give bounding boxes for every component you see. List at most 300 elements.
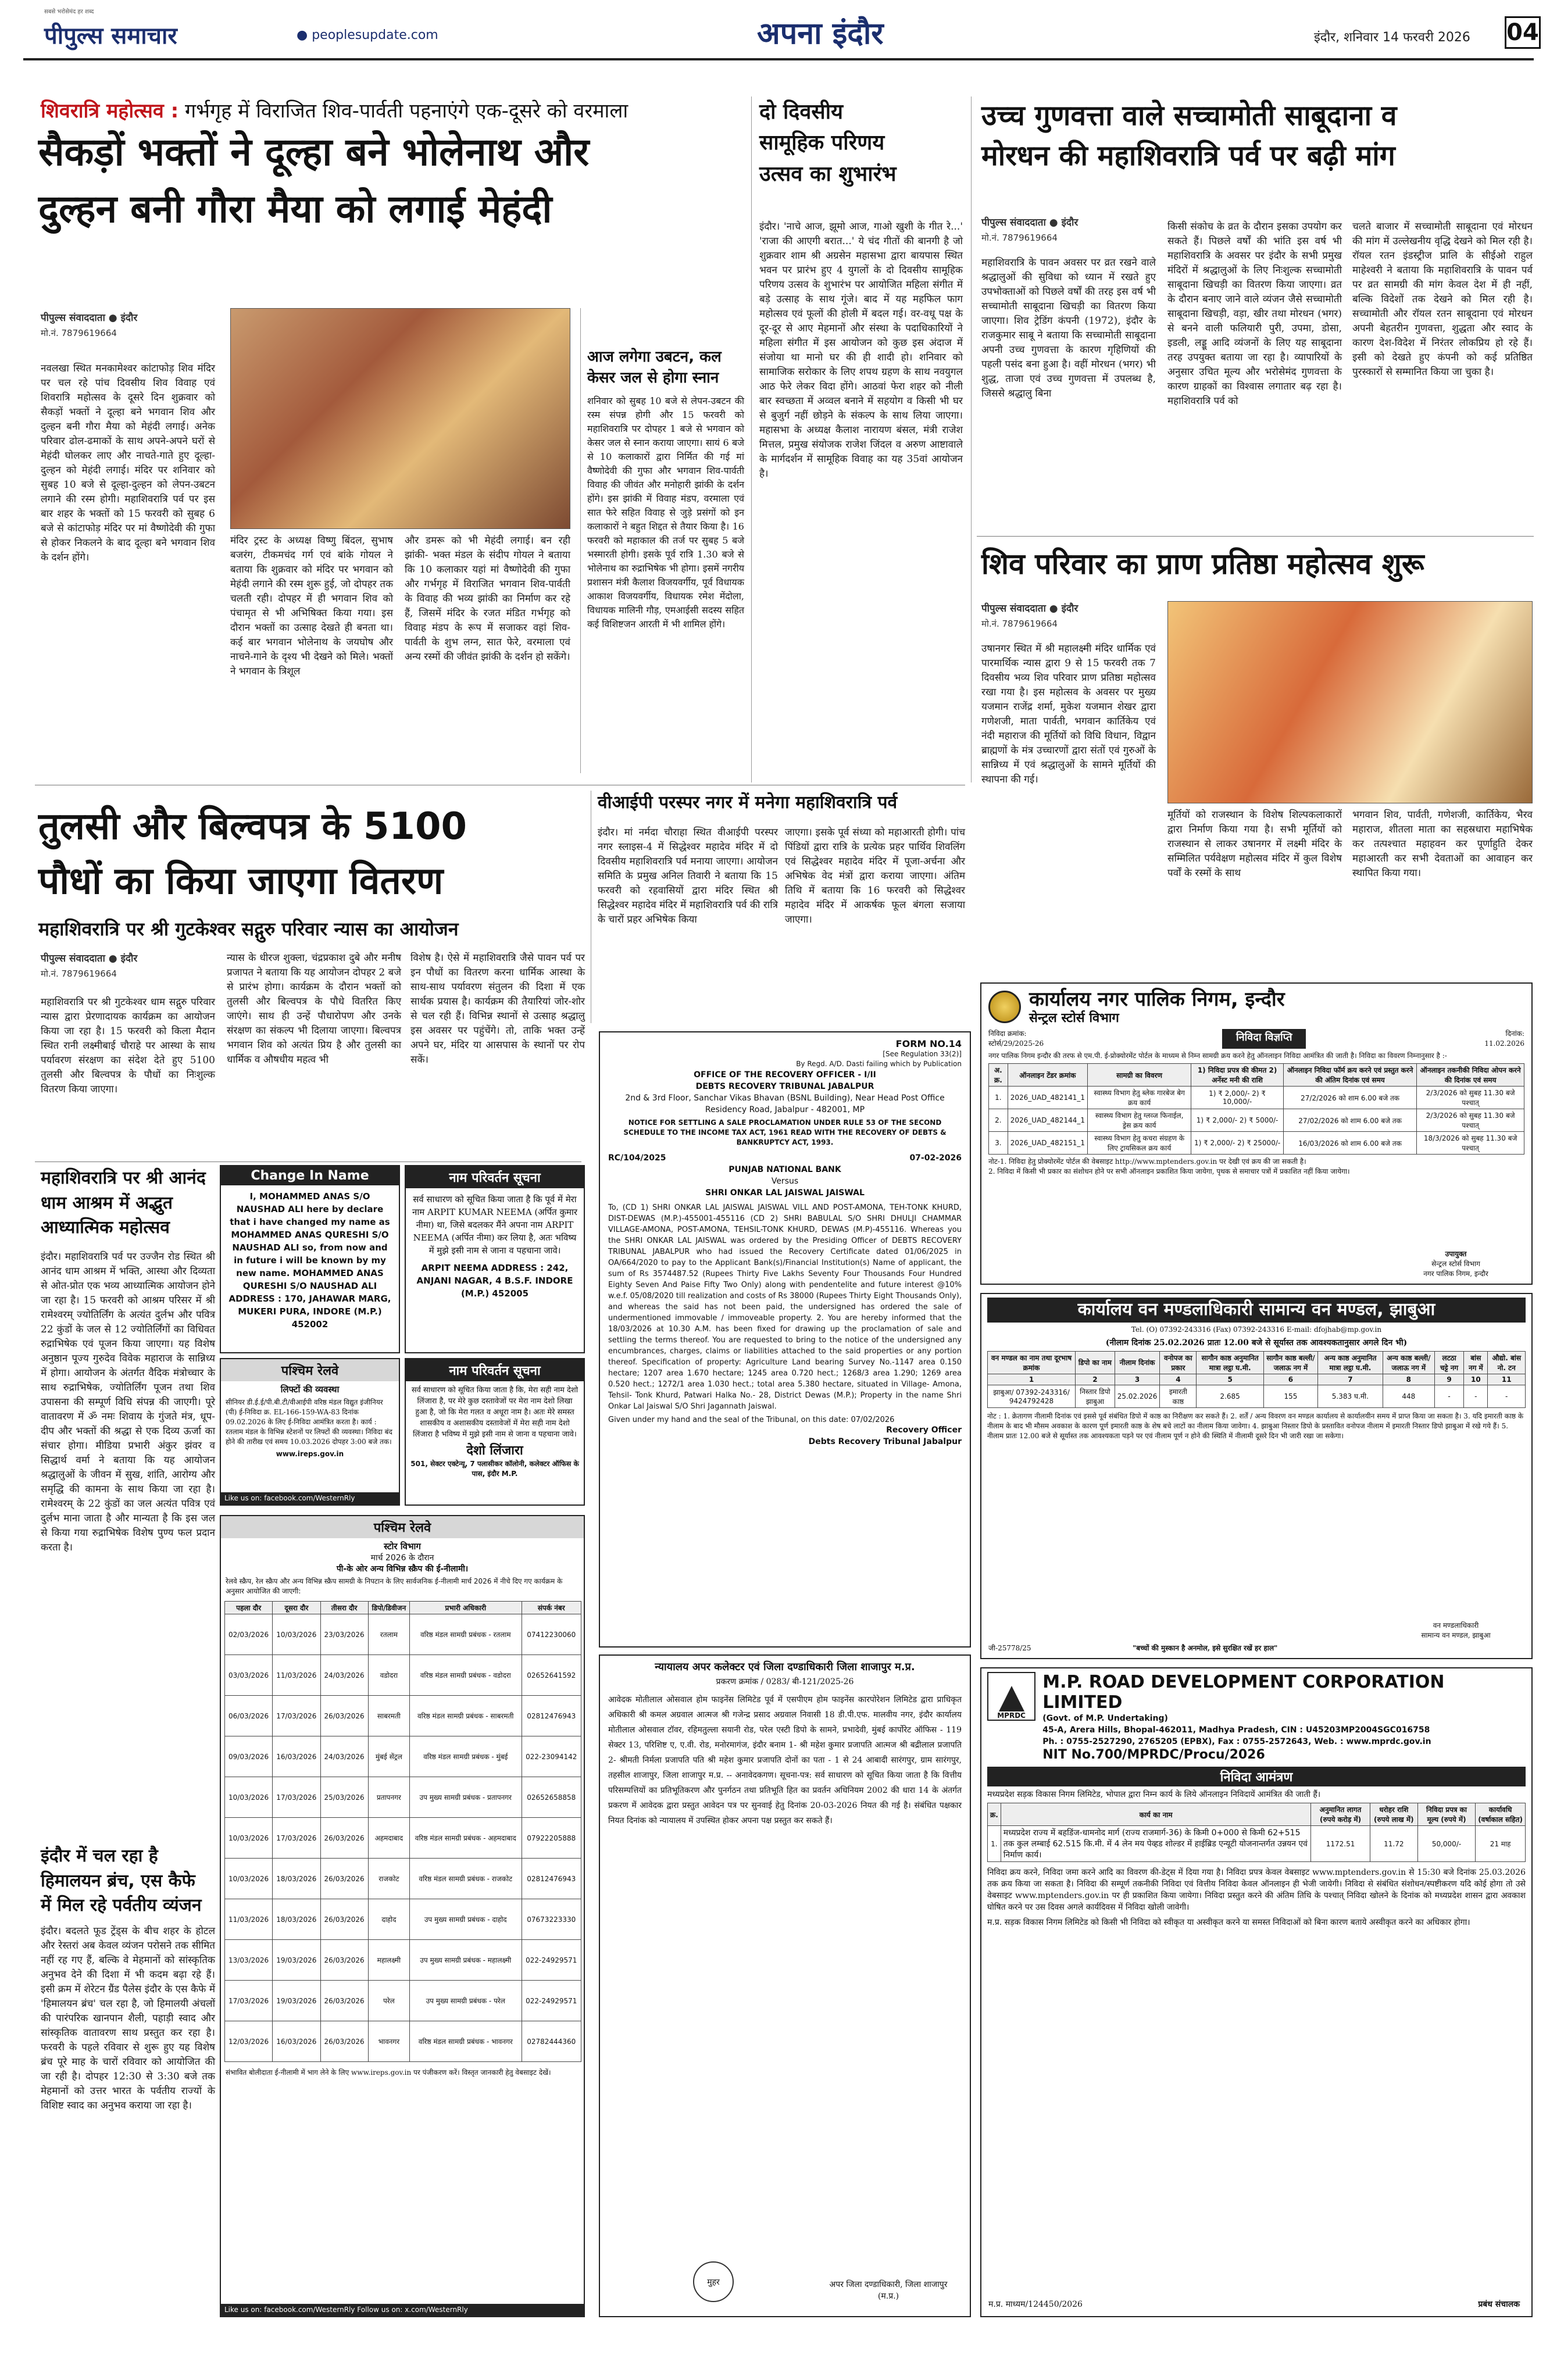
nigam-cell: 2/3/2026 को सुबह 11.30 बजे पश्चात् — [1417, 1109, 1524, 1132]
mprdc-ph: Ph. : 0755-2527290, 2765205 (EPBX), Fax : 0755-2572643, Web. : www.mprdc.gov.in — [1042, 1737, 1431, 1746]
ad-intro: रेलवे स्क्रैप, रेल स्क्रैप और अन्य विभिन्न स्क्रैप सामग्री के निपटान के लिए सार्वजनिक ई-नीलामी मार्च 2026 में नीचे दिए गए कार्यक्रम के अनुसार आयोजित की जाएगी: — [226, 1577, 563, 1595]
table-row — [225, 1899, 581, 1940]
forest-slogan: "बच्चों की मुस्कान है अनमोल, इसे सुरक्षित रखें हर हाल" — [1133, 1644, 1278, 1652]
table-row — [989, 1109, 1524, 1132]
party-1: PUNJAB NATIONAL BANK — [728, 1165, 841, 1174]
nigam-ref — [988, 1029, 1044, 1049]
mprdc-body: निविदा क्रय करने, निविदा जमा करने आदि का विवरण की-डेट्स में दिया गया है। निविदा प्रपत्र केवल वेबसाइट www.mptenders.gov.in से 15:30 बजे दिनांक 25.03.2026 तक क्रय किया जा सकता है। निविदा की सम्पूर्ण तकनीकी निविदा एवं वित्तीय निविदा केवल ऑनलाइन ही भेजी जायेगी। निविदा से संबंधित संशोधन/स्पष्टीकरण यदि कोई होगा तो उसे वेबसाइट www.mptenders.gov.in पर ही प्रकाशित किया जायेगा। निविदा प्रस्तुत करने की अंतिम तिथि के पश्चात् निविदा खोलने के दिनांक को मध्यप्रदेश शासन द्वारा अवकाश घोषित करने पर उस दिवस अगले कार्यदिवस में निविदा खोली जावेगी। — [987, 1868, 1526, 1912]
eauction-cell: दाहोद — [368, 1899, 409, 1940]
ad-footer: Like us on: facebook.com/WesternRly Follow us on: x.com/WesternRly — [221, 2304, 584, 2316]
story-tulsi-col1: महाशिवरात्रि पर श्री गुटकेश्वर धाम सद्गुरु परिवार न्यास द्वारा प्रेरणादायक कार्यक्रम का आयोजन किया जा रहा है। 15 फरवरी को किला मैदान स्थित रानी लक्ष्मीबाई चौराहे पर आस्था के साथ पर्यावरण संरक्षण का संदेश देते हुए 5100 तुलसी और बिल्वपत्र के पौधों का निःशुल्क वितरण किया जाएगा। — [41, 996, 215, 1095]
eauction-cell: रतलाम — [368, 1614, 409, 1655]
eauction-cell: अहमदाबाद — [368, 1818, 409, 1859]
story-parinay-text: इंदौर। 'नाचे आज, झूमो आज, गाओ खुशी के गीत रे...' 'राजा की आएगी बरात...' ये चंद गीतों की बानगी है जो शुक्रवार शाम श्री अग्रसेन महासभा द्वारा बायपास स्थित भवन पर प्रारंभ हुए 4 युगलों के दो दिवसीय सामूहिक परिणय उत्सव के शुभारंभ पर आयोजित महिला संगीत में बड़े उत्साह के साथ गूंजे। बाद में यह महफिल फाग महोत्सव एवं फूलों की होली में बदल गई। वर-वधू पक्ष के दूर-दूर से आए मेहमानों और संस्था के पदाधिकारियों ने महिला संगीत में इस आयोजन को कुछ इस अंदाज में संजोया था मानो घर की ही शादी हो। शनिवार को सामाजिक सरोकार के लिए शपथ ग्रहण के साथ नवयुगल आठ फेरे लेकर विदा होंगे। आठवां फेरा शहर को नीली बार स्वच्छता में अव्वल बनाने में सहयोग व किसी भी घर से बुजुर्ग नहीं छोड़ने के संकल्प के साथ लिया जाएगा। महासभा के अध्यक्ष कैलाश नारायण बंसल, मंत्री राजेश मित्तल, प्रमुख संयोजक राजेश जिंदल व अरुण आष्टावाले के मार्गदर्शन में सामूहिक विवाह का यह 35वां आयोजन है। — [759, 221, 963, 480]
ad-railway-eauction — [220, 1515, 585, 2317]
eauction-cell: 16/03/2026 — [273, 2021, 320, 2062]
story-shivratri-kicker — [41, 97, 744, 123]
website-url-text: peoplesupdate.com — [312, 28, 438, 42]
eauction-cell: 18/03/2026 — [273, 1899, 320, 1940]
story-shivparivar-col3: भगवान शिव, पार्वती, गणेशजी, कार्तिकेय, भैरव महाराज, शीतला माता का सहस्रधारा महाभिषेक कर तत्पश्चात महाहवन कर पूर्णाहुति देकर महाआरती कर सभी देवताओं का आवाहन कर स्थापित किया गया। — [1352, 809, 1533, 879]
nigam-emblem-icon — [988, 991, 1021, 1023]
story-vip-headline: वीआईपी परस्पर नगर में मनेगा महाशिवरात्रि पर्व — [598, 792, 898, 813]
kicker-text: गर्भगृह में विराजित शिव-पार्वती पहनाएंगे एक-दूसरे को वरमाला — [185, 99, 628, 123]
forest-contact: Tel. (O) 07392-243316 (Fax) 07392-243316 E-mail: dfojhab@mp.gov.in — [1131, 1325, 1382, 1334]
nigam-cell: 1. — [989, 1087, 1008, 1109]
nigam-cell: 27/2/2026 को शाम 6.00 बजे तक — [1283, 1087, 1416, 1109]
eauction-cell: वरिष्ठ मंडल सामग्री प्रबंधक - वडोदरा — [410, 1655, 522, 1696]
table-row — [988, 1385, 1526, 1407]
mprdc-title: M.P. ROAD DEVELOPMENT CORPORATION LIMITED — [1042, 1672, 1445, 1713]
eauction-cell: 02782444360 — [522, 2021, 581, 2062]
ad-sign: देशो लिंजारा — [466, 1443, 523, 1458]
table-row — [989, 1132, 1524, 1155]
tulsi-head-2: पौधों का किया जाएगा वितरण — [38, 859, 444, 903]
mprdc-cell: मध्यप्रदेश राज्य में बहडिंज-धामनोद मार्ग (राज्य राजमार्ग-36) के किमी 0+000 से किमी 62+515 तक कुल लम्बाई 62.515 कि.मी. में 4 लेन मय पेव्हड शोल्डर में हाईब्रिड एन्यूटी योजनान्तर्गत उन्नयन एवं निर्माण कार्य। — [1001, 1826, 1311, 1862]
mprdc-cell: 21 माह — [1476, 1826, 1526, 1862]
eauction-cell: वरिष्ठ मंडल सामग्री प्रबंधक - अहमदाबाद — [410, 1818, 522, 1859]
eauction-cell: 09/03/2026 — [225, 1736, 273, 1777]
eauction-header-cell: संपर्क नंबर — [522, 1602, 581, 1614]
eauction-cell: 02652641592 — [522, 1655, 581, 1696]
eauction-cell: मुंबई सेंट्रल — [368, 1736, 409, 1777]
forest-colnum-cell: 11 — [1488, 1374, 1526, 1385]
court-case: प्रकरण क्रमांक / 0283/ बी-121/2025-26 — [716, 1677, 854, 1686]
forest-cell: 5.383 घ.मी. — [1318, 1385, 1383, 1407]
form-delivery: By Regd. A/D. Dasti failing which by Publication — [796, 1060, 962, 1068]
office-1: OFFICE OF THE RECOVERY OFFICER - I/II — [694, 1070, 876, 1080]
parinay-head-2: सामूहिक परिणय — [759, 131, 885, 155]
forest-colnum-cell: 8 — [1383, 1374, 1434, 1385]
mprdc-addr: 45-A, Arera Hills, Bhopal-462011, Madhya Pradesh, CIN : U45203MP2004SGC016758 — [1042, 1725, 1430, 1735]
byline-mobile: मो.नं. 7879619664 — [41, 969, 117, 979]
globe-icon: ● — [297, 28, 312, 42]
forest-colnum-cell: 2 — [1076, 1374, 1115, 1385]
forest-title: कार्यालय वन मण्डलाधिकारी सामान्य वन मण्डल, झाबुआ — [987, 1298, 1526, 1323]
forest-cell: 25.02.2026 — [1115, 1385, 1160, 1407]
ad-address: 501, सेक्टर एक्टेन्यू, 7 पलासीकर कॉलोनी, कलेक्टर ऑफिस के पास, इंदौर M.P. — [410, 1460, 579, 1478]
parinay-head-3: उत्सव का शुभारंभ — [759, 162, 897, 186]
nigam-intro: नगर पालिक निगम इन्दौर की तरफ से एम.पी. ई-प्रोक्योरमेंट पोर्टल के माध्यम से निम्न सामग्री क्रय करने हेतु ऑनलाइन निविदा आमंत्रित की जाती है। निविदा का विवरण निम्नानुसार है :- — [988, 1052, 1447, 1060]
eauction-cell: 02812476943 — [522, 1859, 581, 1899]
photo-pran-pratishtha — [1167, 601, 1533, 803]
eauction-cell: 26/03/2026 — [320, 1940, 368, 1981]
nigam-cell: 2026_UAD_482141_1 — [1008, 1087, 1087, 1109]
ad-title: पश्चिम रेलवे — [221, 1359, 399, 1381]
kicker-label: शिवरात्रि महोत्सव : — [41, 99, 179, 123]
ad-forest-jhabua — [980, 1293, 1533, 1659]
mprdc-intro: मध्यप्रदेश सड़क विकास निगम लिमिटेड, भोपाल द्वारा निम्न कार्य के लिये ऑनलाइन निविदायें आमंत्रित की जाती हैं। — [987, 1790, 1321, 1799]
mprdc-sub: (Govt. of M.P. Undertaking) — [1042, 1714, 1168, 1723]
photo-mehandi-ceremony — [230, 308, 570, 529]
ad-note: संभावित बोलीदाता ई-नीलामी में भाग लेने के लिए www.ireps.gov.in पर पंजीकरण करें। विस्तृत जानकारी हेतु वेबसाइट देखें। — [226, 2068, 551, 2077]
forest-notes: नोट : 1. क्रेतागण नीलामी दिनांक एवं इससे पूर्व संबंधित डिपो में काष्ठ का निरीक्षण कर सकते हैं। 2. शर्तें / अन्य विवरण वन मण्डल कार्यालय से कार्यालयीन समय में प्राप्त किया जा सकता है। 3. यदि इमारती काष्ठ के नीलाम के बाद भी मौसम अवकाश के कारण पूर्ण इमारती काष्ठ के शेष बचे लाटों का नीलाम किया जावेगा। 4. झाबुआ निस्तार डिपो के प्रस्तावित वनोपज नीलाम में इमारती निस्तार डिपो झाबुआ में रखे गये हैं। 5. नीलाम प्रातः 12.00 बजे से सूर्यास्त तक आवश्यकता पड़ने पर एवं नीलाम पूर्ण न होने की स्थिति में नीलामी दूसरे दिन भी जारी रखा जा सकेगा। — [987, 1411, 1524, 1440]
mprdc-header — [987, 1672, 1526, 1762]
story-shivratri-col1: नवलखा स्थित मनकामेश्वर कांटाफोड़ शिव मंदिर पर चल रहे पांच दिवसीय शिव विवाह एवं शिवरात्रि महोत्सव के दूसरे दिन शुक्रवार को सैकड़ों भक्तों ने दूल्हा बने भगवान शिव और दुल्हन बनी गौरा मैया को मेहंदी लगाई। अनेक परिवार ढोल-ढमाकों के साथ अपने-अपने घरों से मेहंदी घोलकर लाए और नाचते-गाते हुए दूल्हा-दुल्हन को मेहंदी लगाई। मंदिर पर शनिवार को सुबह 10 बजे से दूल्हा-दुल्हन को लेपन-उबटन लगाने की रस्म होगी। महाशिवरात्रि पर्व पर इस बार शहर के भक्तों को 15 फरवरी को सुबह 6 बजे से कांटाफोड़ मंदिर पर मां वैष्णोदेवी की गुफा से होकर निकलने के बाद दूल्हा बने भगवान शिव के दर्शन होंगे। — [41, 363, 215, 563]
ad-drt-form14 — [599, 1031, 971, 1648]
nigam-cell: 2026_UAD_482144_1 — [1008, 1109, 1087, 1132]
forest-header-cell: अन्य काष्ठ बल्ली/जलाऊ नग में — [1383, 1351, 1434, 1374]
forest-sign — [1392, 1621, 1520, 1641]
eauction-cell: 10/03/2026 — [225, 1818, 273, 1859]
eauction-cell: 26/03/2026 — [320, 1696, 368, 1736]
table-row — [225, 1940, 581, 1981]
story-shivparivar-col2: मूर्तियों को राजस्थान के विशेष शिल्पकलाकारों द्वारा निर्माण किया गया है। सभी मूर्तियों को राजस्थान से लाकर उषानगर में लक्ष्मी मंदिर के सम्मिलित पर्यवेक्षण महोत्सव मंदिर में कुल विशेष पर्वों के रस्मों के साथ — [1167, 809, 1342, 879]
rc-date: 07-02-2026 — [909, 1153, 962, 1163]
anand-head-2: धाम आश्रम में अद्भुत — [41, 1192, 173, 1213]
forest-cell: 155 — [1263, 1385, 1317, 1407]
story-sabudana-col3: चलते बाजार में सच्चामोती साबूदाना एवं मोरधन की मांग में उल्लेखनीय वृद्धि देखने को मिल रही है। रॉयल रतन इंडस्ट्रीज प्रालि के सीईओ राहुल माहेश्वरी ने बताया कि महाशिवरात्रि के पावन पर्व पर व्रत सामग्री की मांग केवल देश में ही नहीं, बल्कि विदेशों तक देखने को मिल रही है। सच्चामोती और रॉयल रतन साबूदाना एवं मोरधन अपनी बेहतरीन गुणवत्ता, शुद्धता और स्वाद के कारण देश-विदेश में निरंतर लोकप्रिय हो रहे हैं। इसी को देखते हुए कंपनी को कई प्रतिष्ठित पुरस्कारों से सम्मानित किया जा चुका है। — [1352, 221, 1533, 378]
forest-header-cell: सागौन काष्ठ बल्ली/जलाऊ नग में — [1263, 1351, 1317, 1374]
mprdc-cell: 1172.51 — [1311, 1826, 1370, 1862]
eauction-header-cell: डिपो/डिवीजन — [368, 1602, 409, 1614]
mprdc-notice-title: निविदा आमंत्रण — [987, 1767, 1526, 1786]
eauction-header-cell: तीसरा दौर — [320, 1602, 368, 1614]
forest-colnum-cell: 5 — [1197, 1374, 1264, 1385]
court-seal — [693, 2261, 734, 2302]
forest-cell: - — [1488, 1385, 1526, 1407]
date-value: 11.02.2026 — [1484, 1039, 1524, 1048]
masthead — [23, 9, 1539, 52]
eauction-cell: वरिष्ठ मंडल सामग्री प्रबंधक - राजकोट — [410, 1859, 522, 1899]
forest-cell: इमारती काष्ठ — [1160, 1385, 1197, 1407]
forest-sign-2: सामान्य वन मण्डल, झाबुआ — [1421, 1631, 1491, 1639]
eauction-cell: उप मुख्य सामग्री प्रबंधक - प्रतापनगर — [410, 1777, 522, 1818]
mprdc-cell: 50,000/- — [1417, 1826, 1475, 1862]
story-shivparivar-headline: शिव परिवार का प्राण प्रतिष्ठा महोत्सव शुरू — [981, 547, 1424, 581]
ad-mprdc — [980, 1667, 1533, 2317]
section-title: अपना इंदौर — [757, 16, 884, 51]
forest-colnum-cell: 1 — [988, 1374, 1076, 1385]
mprdc-ref: म.प्र. माध्यम/124450/2026 — [988, 2300, 1083, 2309]
story-tulsi-byline — [41, 951, 137, 980]
nigam-ref-row — [988, 1029, 1524, 1049]
versus: Versus — [771, 1177, 799, 1186]
eauction-cell: 26/03/2026 — [320, 1981, 368, 2021]
eauction-cell: 26/03/2026 — [320, 1899, 368, 1940]
eauction-cell: 26/03/2026 — [320, 2021, 368, 2062]
ad-change-in-name — [220, 1165, 400, 1353]
nigam-tender-label: निविदा विज्ञप्ति — [1222, 1029, 1306, 1049]
eauction-cell: 24/03/2026 — [320, 1736, 368, 1777]
ad-text: सर्व साधारण को सूचित किया जाता है कि, मेरा सही नाम देशो लिंजारा है, पर मेरे कुछ दस्तावेजों पर मेरा नाम देशो लिखा हुआ है, जो कि मेरा गलत व अधूरा नाम है। अतः मेरे समस्त शासकीय व अशासकीय दस्तावेजों में मेरा सही नाम देशो लिंजारा है भविष्य में मुझे इसी नाम से जाना व पहचाना जावे। — [411, 1386, 578, 1439]
mprdc-logo-text: MPRDC — [997, 1711, 1026, 1720]
nigam-cell: 16/03/2026 को शाम 6.00 बजे तक — [1283, 1132, 1416, 1155]
form-number: FORM NO.14 — [895, 1038, 962, 1049]
divider — [971, 97, 972, 782]
ad-title: नाम परिवर्तन सूचना — [406, 1166, 584, 1188]
section-rule — [977, 536, 1534, 537]
forest-ref: जी-25778/25 — [988, 1644, 1031, 1652]
himalayan-head-3: में मिल रहे पर्वतीय व्यंजन — [41, 1895, 202, 1916]
eauction-header-cell: दूसरा दौर — [273, 1602, 320, 1614]
forest-cell: 448 — [1383, 1385, 1434, 1407]
forest-colnum-cell: 3 — [1115, 1374, 1160, 1385]
eauction-cell: 022-23094142 — [522, 1736, 581, 1777]
forest-cell: - — [1434, 1385, 1463, 1407]
mprdc-header-cell: कार्यावधि (वर्षाकाल सहित) — [1476, 1803, 1526, 1826]
eauction-cell: 13/03/2026 — [225, 1940, 273, 1981]
nigam-cell: स्वास्थ्य विभाग हेतु ब्लेक गारबेज बेग क्रय कार्य — [1087, 1087, 1191, 1109]
forest-header-cell: डिपो का नाम — [1076, 1351, 1115, 1374]
eauction-cell: 12/03/2026 — [225, 2021, 273, 2062]
nigam-header-cell: ऑनलाइन तकनीकी निविदा ओपन करने की दिनांक एवं समय — [1417, 1064, 1524, 1087]
mprdc-table — [987, 1803, 1526, 1862]
eauction-cell: 02652658858 — [522, 1777, 581, 1818]
nigam-cell: स्वास्थ्य विभाग हेतु कचरा संग्रहण के लिए ट्रायसिकल क्रय कार्य — [1087, 1132, 1191, 1155]
form-regulation: [See Regulation 33(2)] — [883, 1050, 962, 1058]
office-address: 2nd & 3rd Floor, Sanchar Vikas Bhavan (BSNL Building), Near Head Post Office Residency Road, Jabalpur - 482001, MP — [625, 1093, 945, 1114]
eauction-cell: प्रतापनगर — [368, 1777, 409, 1818]
ad-subtitle: स्टोर विभाग — [384, 1541, 421, 1552]
forest-header-cell: लटठा चट्टे नग — [1434, 1351, 1463, 1374]
divider — [751, 97, 752, 782]
story-anand-text: इंदौर। महाशिवरात्रि पर्व पर उज्जैन रोड स्थित श्री आनंद धाम आश्रम में भक्ति, आस्था और दिव्यता से ओत-प्रोत एक भव्य आध्यात्मिक आयोजन होने जा रहा है। 15 फरवरी को आश्रम परिसर में श्री रामेश्वरम् ज्योतिर्लिंग के अत्यंत दुर्लभ और पवित्र 22 कुंडों के जल से 12 ज्योतिर्लिंगों का विधिवत रुद्राभिषेक एवं पूजन किया जाएगा। यह विशेष अनुष्ठान पूज्य गुरुदेव विवेक महाराज के सान्निध्य में होगा। आयोजन के अंतर्गत वैदिक मंत्रोच्चार के साथ रुद्राभिषेक, ज्योतिर्लिंग पूजन तथा शिव उपासना की सम्पूर्ण विधि संपन्न की जाएगी। पूरे वातावरण में ॐ नमः शिवाय के गुंजते मंत्र, धूप-दीप और भक्तों की श्रद्धा से एक दिव्य ऊर्जा का संचार होगा। मीडिया प्रभारी अंकुर झंवर व सिद्धार्थ वर्मा ने बताया कि यह आयोजन श्रद्धालुओं के जीवन में सुख, शांति, आरोग्य और समृद्धि की कामना के साथ किया जा रहा है। रामेश्वरम् के 22 कुंडों का जल अत्यंत पवित्र एवं दुर्लभ माना जाता है और मान्यता है कि इस जल से किया गया रुद्राभिषेक विशेष पुण्य फल प्रदान करता है। — [41, 1251, 215, 1553]
nigam-table — [988, 1063, 1524, 1155]
byline: पीपुल्स संवाददाता ● इंदौर — [981, 217, 1079, 228]
mprdc-road-icon — [999, 1686, 1024, 1711]
sabudana-head-1: उच्च गुणवत्ता वाले सच्चामोती साबूदाना व — [981, 99, 1397, 132]
nigam-sign-2: सेन्ट्रल स्टोर्स विभाग — [1431, 1260, 1480, 1268]
forest-table — [987, 1351, 1526, 1408]
eauction-cell: साबरमती — [368, 1696, 409, 1736]
eauction-cell: वरिष्ठ मंडल सामग्री प्रबंधक - मुंबई — [410, 1736, 522, 1777]
story-parinay-headline — [759, 100, 963, 186]
ref-value: स्टोर्स/29/2025-26 — [988, 1039, 1044, 1048]
headline-line-2: दुल्हन बनी गौरा मैया को लगाई मेहंदी — [38, 186, 552, 231]
mprdc-header-cell: अनुमानित लागत (रुपये करोड़ में) — [1311, 1803, 1370, 1826]
forest-header-cell: सागौन काष्ठ अनुमानित मात्रा लट्ठा घ.मी. — [1197, 1351, 1264, 1374]
ad-footer: Like us on: facebook.com/WesternRly — [221, 1492, 399, 1505]
story-shivratri-col3: और डमरू को भी मेहंदी लगाई। बन रही झांकी- भक्त मंडल के संदीप गोयल ने बताया कि 10 कलाकार यहां मां वैष्णोदेवी की गुफा और गर्भगृह में विराजित भगवान शिव-पार्वती के विवाह की भव्य झांकी का निर्माण कर रहे हैं, जिसमें मंदिर के रजत मंडित गर्भगृह को विवाह मंडप के रूप में सजाकर वहां शिव-पार्वती के शुभ लग्न, सात फेरे, वरमाला एवं अन्य रस्मों की जीवंत झांकी के दर्शन हो सकेंगे। — [405, 535, 570, 663]
forest-header-cell: औद्यो. बांस नो. टन — [1488, 1351, 1526, 1374]
story-vip-col1: इंदौर। मां नर्मदा चौराहा स्थित वीआईपी परस्पर नगर स्लाइस-4 में सिद्धेश्वर महादेव मंदिर में दो दिवसीय महाशिवरात्रि पर्व मनाया जाएगा। आयोजन समिति के प्रमुख अनिल तिवारी ने बताया कि 15 फरवरी को रहवासियों द्वारा मंदिर स्थित श्री सिद्धेश्वर महादेव मंदिर में महाशिवरात्रि पर्व की रात्रि के चारों प्रहर अभिषेक किया — [598, 827, 778, 925]
forest-cell: - — [1464, 1385, 1488, 1407]
story-shivratri-col2: मंदिर ट्रस्ट के अध्यक्ष विष्णु बिंदल, सुभाष बजरंग, टीकमचंद गर्ग एवं बांके गोयल ने बताया कि शुक्रवार को मंदिर पर भगवान को मेहंदी लगाने की रस्म शुरू हुई, जो दोपहर तक चलती रही। दोपहर में ही भगवान शिव को पंचामृत से भी अभिषिक्त किया गया। इस दौरान भक्तों का उत्साह देखते ही बनता था। कई बार भगवान भोलेनाथ के जयघोष और नाचने-गाने के दृश्य भी देखने को मिले। भक्तों ने भगवान के त्रिशूल — [230, 535, 393, 677]
forest-cell: निस्तार डिपो झाबुआ — [1076, 1385, 1115, 1407]
forest-colnum-cell: 9 — [1434, 1374, 1463, 1385]
eauction-cell: 18/03/2026 — [273, 1859, 320, 1899]
forest-sub: (नीलाम दिनांक 25.02.2026 प्रातः 12.00 बजे से सूर्यास्त तक आवश्यकतानुसार अगले दिन भी) — [1105, 1338, 1408, 1348]
ad-text: सीनियर डी.ई.ई/पी.बी.टी/वीआईपी वरिष्ठ मंडल विद्युत इंजीनियर (पी) ई-निविदा क्र. EL-166-159-WA-83 दिनांक 09.02.2026 के लिए ई-निविदा आमंत्रित करता है। कार्य : रतलाम मंडल के विभिन्न स्टेशनों पर लिफ्टों की व्यवस्था। निविदा बंद होने की तारीख एवं समय 10.03.2026 दोपहर 3:00 बजे तक। — [226, 1398, 392, 1446]
eauction-header-cell: प्रभारी अधिकारी — [410, 1602, 522, 1614]
eauction-cell: 17/03/2026 — [273, 1818, 320, 1859]
tulsi-head-1: तुलसी और बिल्वपत्र के 5100 — [38, 805, 467, 848]
given-line: Given under my hand and the seal of the Tribunal, on this date: 07/02/2026 — [608, 1416, 895, 1424]
anand-head-3: आध्यात्मिक महोत्सव — [41, 1217, 170, 1238]
story-shivparivar-col1: उषानगर स्थित में श्री महालक्ष्मी मंदिर धार्मिक एवं पारमार्थिक न्यास द्वारा 9 से 15 फरवरी तक 7 दिवसीय भव्य शिव परिवार प्राण प्रतिष्ठा महोत्सव रखा गया है। इस महोत्सव के अवसर पर मुख्य यजमान राजेंद्र शर्मा, मुकेश यजमान शेखर द्वारा गणेशजी, माता पार्वती, भगवान कार्तिकेय एवं नंदी महाराज की मूर्तियों को विधि विधान, विद्वान ब्राह्मणों के मंत्र उच्चारणों द्वारा संतों एवं गुरुओं के सान्निध्य में एवं श्रद्धालुओं के सामने मूर्तियों की स्थापना की गई। — [981, 643, 1156, 785]
anand-head-1: महाशिवरात्रि पर श्री आनंद — [41, 1168, 206, 1188]
website-url[interactable] — [297, 28, 438, 42]
sidebar-ubtan — [587, 346, 744, 631]
nigam-cell: 1) ₹ 2,000/- 2) ₹ 5000/- — [1191, 1109, 1284, 1132]
mprdc-cell: 1. — [988, 1826, 1001, 1862]
nigam-cell: 18/3/2026 को सुबह 11.30 बजे पश्चात् — [1417, 1132, 1524, 1155]
eauction-cell: 23/03/2026 — [320, 1614, 368, 1655]
headline-line-1: सैकड़ों भक्तों ने दूल्हा बने भोलेनाथ और — [38, 130, 590, 174]
nigam-header — [988, 988, 1524, 1025]
eauction-cell: 24/03/2026 — [320, 1655, 368, 1696]
forest-colnum-cell: 10 — [1464, 1374, 1488, 1385]
forest-header-cell: वनोपज का प्रकार — [1160, 1351, 1197, 1374]
byline: पीपुल्स संवाददाता ● इंदौर — [41, 953, 138, 964]
table-row — [225, 1818, 581, 1859]
eauction-cell: वरिष्ठ मंडल सामग्री प्रबंधक - रतलाम — [410, 1614, 522, 1655]
ad-railway-lift — [220, 1358, 400, 1506]
nigam-subtitle: सेन्ट्रल स्टोर्स विभाग — [1029, 1011, 1119, 1026]
notice-body: To, (CD 1) SHRI ONKAR LAL JAISWAL JAISWAL VILL AND POST-AMONA, TEH-TONK KHURD, DIST-DEWAS (M.P.)-455001-455116 (CD 2) SHRI BABULAL S/O SHRI DHULJI CHAMMAR VILLAGE-AMONA, POST-AMONA, TEHSIL-TONK KHURD, DEWAS (M.P)-455116. Whereas you the SHRI ONKAR LAL JAISWAL was ordered by the Presiding Officer of DEBTS RECOVERY TRIBUNAL JABALPUR who had issued the Recovery Certificate dated 01/06/2025 in OA/664/2020 to pay to the Applicant Bank(s)/Financial Institution(s) Name of applicant, the sum of Rs 3574487.52 (Rupees Thirty Five Lakhs Seventy Four Thousands Four Hundred Eighty Seven And Paise Fifty Two Only) along with pendentelite and future interest @10% w.e.f. 05/08/2020 till realization and costs of Rs 38000 (Rupees Thirty Eight Thousands Only), and whereas the said has not been paid, the undersigned has ordered the sale of undermentioned immovable / immoveable property. 2. You are hereby informed that the 18/03/2026 at 10.30 A.M. has been fixed for drawing up the proclamation of sale and settling the terms thereof. You are requested to bring to the notice of the undersigned any encumbrances, charges, claims or liabilities attached to the said properties or any portion thereof. Specification of property: Agriculture Land bearing Survey No.-1147 area 0.150 hectare; 1207 area 1.670 hectare; 1245 area 0.720 hect.; 1268/3 area 1.290; 1269 area 0.520 hect.; 1272/1 area 1.030 hect.; total area 5.380 hectare, situated in Village- Amona, Tehsil- Tonk Khurd, Patwari Halka No.- 28, District Dewas (M.P.); Property in the name Shri Onkar Lal Jaiswal S/O Shri Jagannath Jaiswal. — [608, 1203, 962, 1411]
eauction-cell: 02812476943 — [522, 1696, 581, 1736]
eauction-cell: 10/03/2026 — [225, 1859, 273, 1899]
eauction-cell: 11/03/2026 — [273, 1655, 320, 1696]
court-title: न्यायालय अपर कलेक्टर एवं जिला दण्डाधिकारी जिला शाजापुर म.प्र. — [655, 1661, 915, 1673]
mprdc-header-cell: कार्य का नाम — [1001, 1803, 1311, 1826]
table-row — [225, 2021, 581, 2062]
sabudana-head-2: मोरधन की महाशिवरात्रि पर्व पर बढ़ी मांग — [981, 140, 1395, 173]
nigam-header-cell: ऑनलाइन निविदा फॉर्म क्रय करने एवं प्रस्तुत करने की अंतिम दिनांक एवं समय — [1283, 1064, 1416, 1087]
ad-nagar-nigam — [980, 982, 1533, 1285]
forest-header-cell: नीलाम दिनांक — [1115, 1351, 1160, 1374]
story-tulsi-subhead: महाशिवरात्रि पर श्री गुटकेश्वर सद्गुरु परिवार न्यास का आयोजन — [38, 918, 459, 940]
eauction-header-cell: पहला दौर — [225, 1602, 273, 1614]
himalayan-head-2: हिमालयन ब्रंच, एस कैफे — [41, 1870, 195, 1891]
mprdc-header-cell: क्र. — [988, 1803, 1001, 1826]
nigam-header-cell: 1) निविदा प्रपत्र की कीमत 2) अर्नेस्ट मनी की राशि — [1191, 1064, 1284, 1087]
story-anand-headline — [41, 1168, 215, 1238]
mprdc-header-cell: निविदा प्रपत्र का मूल्य (रुपये में) — [1417, 1803, 1475, 1826]
story-sabudana-headline — [981, 100, 1534, 172]
ad-text: I, MOHAMMED ANAS S/O NAUSHAD ALI here by declare that i have changed my name as MOHAMMED ANAS QURESHI S/O NAUSHAD ALI so, from now and in future i will be known by my new name. MOHAMMED ANAS QURESHI S/O NAUSHAD ALI ADDRESS : 170, JAHAWAR MARG, MUKERI PURA, INDORE (M.P.) 452002 — [228, 1191, 391, 1330]
eauction-cell: 06/03/2026 — [225, 1696, 273, 1736]
divider — [580, 308, 581, 773]
nigam-note-2: 2. निविदा में किसी भी प्रकार का संशोधन होने पर सभी ऑनलाइन प्रकाशित किया जायेगा, पृथक से समाचार पत्रों में प्रकाशित नहीं किया जायेगा। — [988, 1167, 1350, 1176]
nigam-cell: 1) ₹ 2,000/- 2) ₹ 25000/- — [1191, 1132, 1284, 1155]
himalayan-head-1: इंदौर में चल रहा है — [41, 1846, 158, 1866]
rc-row — [608, 1152, 962, 1164]
table-row — [225, 1736, 581, 1777]
table-row — [989, 1087, 1524, 1109]
story-shivratri-headline — [38, 130, 748, 231]
eauction-cell: उप मुख्य सामग्री प्रबंधक - परेल — [410, 1981, 522, 2021]
rc-number: RC/104/2025 — [608, 1153, 666, 1163]
sidebar-ubtan-text: शनिवार को सुबह 10 बजे से लेपन-उबटन की रस्म संपन्न होगी और 15 फरवरी को महाशिवरात्रि पर दोपहर 1 बजे से भगवान को केसर जल से स्नान कराया जाएगा। सायं 6 बजे से 10 कलाकारों द्वारा निर्मित की गई मां वैष्णोदेवी की गुफा और भगवान शिव-पार्वती विवाह की जीवंत और मनोहारी झांकी के दर्शन होंगे। इस झांकी में विवाह मंडप, वरमाला एवं सात फेरे सहित विवाह से जुड़े प्रसंगों को इन कलाकारों ने बहुत शिद्दत से तैयार किया है। 16 फरवरी को महाकाल की तर्ज पर सुबह 5 बजे भस्मारती होगी। इसके पूर्व रात्रि 1.30 बजे से भोलेनाथ का रुद्राभिषेक भी होगा। इसमें नगरीय प्रशासन मंत्री कैलाश विजयवर्गीय, पूर्व विधायक आकाश विजयवर्गीय, विधायक रमेश मेंदोला, विधायक मालिनी गौड़, एमआईसी सदस्य सहित कई विशिष्टजन आरती में भी शामिल होंगे। — [587, 395, 744, 630]
story-tulsi-col3: विशेष है। ऐसे में महाशिवरात्रि जैसे पावन पर्व पर इन पौधों का वितरण करना धार्मिक आस्था के साथ-साथ पर्यावरण संतुलन की दिशा में एक सार्थक प्रयास है। कार्यक्रम की तैयारियां जोर-शोर से चल रही हैं। विभिन्न स्थानों से उत्साह श्रद्धालु इस अवसर पर पहुंचेंगे। तो, ताकि भक्त उन्हें अपने घर, मंदिर या आसपास के स्थानों पर रोप सकें। — [410, 952, 585, 1066]
byline: पीपुल्स संवाददाता ● इंदौर — [981, 603, 1079, 614]
eauction-cell: 07922205888 — [522, 1818, 581, 1859]
nigam-header-cell: अ. क्र. — [989, 1064, 1008, 1087]
notice-heading: NOTICE FOR SETTLING A SALE PROCLAMATION UNDER RULE 53 OF THE SECOND SCHEDULE TO THE INCOME TAX ACT, 1961 READ WITH THE RECOVERY OF DEBTS & BANKRUPTCY ACT, 1993. — [623, 1118, 947, 1146]
story-sabudana-byline — [981, 215, 1078, 244]
nigam-title: कार्यालय नगर पालिक निगम, इन्दौर — [1029, 988, 1285, 1011]
story-tulsi-headline — [38, 806, 585, 903]
ad-title: नाम परिवर्तन सूचना — [406, 1359, 584, 1381]
eauction-cell: 10/03/2026 — [225, 1777, 273, 1818]
mprdc-logo — [987, 1672, 1035, 1721]
ad-title: Change In Name — [221, 1166, 399, 1185]
nigam-note-1: नोट-1. निविदा हेतु प्रोक्योरमेंट पोर्टल की वेबसाइट http://www.mptenders.gov.in पर देखी एवं क्रय की जा सकती है। — [988, 1157, 1306, 1166]
eauction-cell: 11/03/2026 — [225, 1899, 273, 1940]
ad-title: पश्चिम रेलवे — [221, 1516, 584, 1538]
mprdc-nit: NIT No.700/MPRDC/Procu/2026 — [1042, 1748, 1265, 1762]
ref-label: निविदा क्रमांक: — [988, 1030, 1027, 1038]
nigam-cell: 2/3/2026 को सुबह 11.30 बजे पश्चात् — [1417, 1087, 1524, 1109]
parinay-head-1: दो दिवसीय — [759, 100, 843, 124]
eauction-cell: वरिष्ठ मंडल सामग्री प्रबंधक - साबरमती — [410, 1696, 522, 1736]
mprdc-body-2: म.प्र. सड़क विकास निगम लिमिटेड को किसी भी निविदा को स्वीकृत या अस्वीकृत करने या समस्त निविदाओं को बिना कारण बताये अस्वीकृत करने का अधिकार होगा। — [987, 1918, 1470, 1927]
story-tulsi-col2: न्यास के धीरज शुक्ला, चंद्रप्रकाश दुबे और मनीष प्रजापत ने बताया कि यह आयोजन दोपहर 2 बजे से प्रारंभ होगा। कार्यक्रम के दौरान भक्तों को तुलसी और बिल्वपत्र के पौधे वितरित किए जाएंगे। साथ ही उन्हें पौधारोपण और उनके संरक्षण का संकल्प भी दिलाया जाएगा। बिल्वपत्र भगवान शिव को अत्यंत प्रिय है और तुलसी का धार्मिक व औषधीय महत्व भी — [227, 952, 401, 1066]
nigam-cell: 1) ₹ 2,000/- 2) ₹ 10,000/- — [1191, 1087, 1284, 1109]
ad-naam-parivartan-2 — [405, 1358, 585, 1506]
forest-cell: 2.685 — [1197, 1385, 1264, 1407]
nigam-sign — [1392, 1249, 1520, 1279]
eauction-cell: 10/03/2026 — [273, 1614, 320, 1655]
mprdc-header-cell: धरोहर राशि (रुपये लाख में) — [1370, 1803, 1417, 1826]
nigam-header-cell: ऑनलाइन टेंडर क्रमांक — [1008, 1064, 1087, 1087]
court-seal-text: मुहर — [707, 2278, 720, 2287]
eauction-table — [224, 1601, 581, 2062]
eauction-cell: परेल — [368, 1981, 409, 2021]
eauction-cell: 17/03/2026 — [225, 1981, 273, 2021]
eauction-cell: 26/03/2026 — [320, 1859, 368, 1899]
nigam-cell: 3. — [989, 1132, 1008, 1155]
ad-website[interactable]: www.ireps.gov.in — [276, 1450, 344, 1458]
sidebar-ubtan-headline: आज लगेगा उबटन, कल केसर जल से होगा स्नान — [587, 348, 722, 387]
court-body: आवेदक मोतीलाल ओसवाल होम फाइनेंस लिमिटेड पूर्व में एसपीएम होम फाइनेंस कारपोरेशन लिमिटेड द्वारा प्राधिकृत अधिकारी श्री कमल अग्रवाल आत्मज श्री गजेन्द्र प्रसाद अग्रवाल निवासी 18 डी.पी.एफ. मालवीय नगर, इंदौर कार्यालय मोतीलाल ओसवाल टॉवर, रहिमतुल्ला सयानी रोड, परेल एस्टी डिपो के सामने, प्रभादेवी, मुंबई कार्पोरेट ऑफिस - 119 सेक्टर 13, परिशिष्ट ए, ए.वी. रोड, मनोरमागंज, इंदौर बनाम 1- श्री महेश कुमार प्रजापति आत्मज श्री बद्रीलाल प्रजापति 2- श्रीमती निर्मला प्रजापति पति श्री महेश कुमार प्रजापति दोनों का पता - 1 से 24 आबादी सारंगपुर, ग्राम सारंगपुर, तहसील शाजापुर, जिला शाजापुर म.प्र. -- अनावेदकगण। सूचना-पत्र: सर्व साधारण को सूचित किया जाता है कि वित्तीय परिसम्पत्तियों का प्रतिभूतिकरण और पुनर्गठन तथा प्रतिभूति हित का प्रवर्तन अधिनियम 2002 की धारा 14 के अंतर्गत प्रकरण में आवेदक द्वारा प्रस्तुत आवेदन पत्र पर सुनवाई हेतु दिनांक 20-03-2026 नियत की गई है। संबंधित पक्षकार नियत दिनांक को न्यायालय में उपस्थित होकर अपना पक्ष प्रस्तुत कर सकते हैं। — [608, 1695, 962, 1825]
brand-logo: पीपुल्स समाचार — [44, 23, 177, 49]
eauction-cell: राजकोट — [368, 1859, 409, 1899]
story-vip-col2: जाएगा। इसके पूर्व संध्या को महाआरती होगी। पांच पिंडियों द्वारा रात्रि के प्रत्येक प्रहर पार्थिव शिवलिंग एवं सिद्धेश्वर महादेव मंदिर में पूजा-अर्चना और अभिषेक वेद मंत्रों द्वारा कराया जाएगा। अंतिम तिथि में बताया कि 16 फरवरी को सिद्धेश्वर महादेव मंदिर में आकर्षक फूल बंगला सजाया जाएगा। — [785, 827, 965, 925]
story-shivratri-byline — [41, 310, 137, 339]
ad-court-shajapur — [599, 1654, 971, 2317]
eauction-cell: 17/03/2026 — [273, 1777, 320, 1818]
forest-header-cell: अन्य काष्ठ अनुमानित मात्रा लट्ठा घ.मी. — [1318, 1351, 1383, 1374]
byline: पीपुल्स संवाददाता ● इंदौर — [41, 312, 138, 324]
forest-header-cell: वन मण्डल का नाम तथा दूरभाष क्रमांक — [988, 1351, 1076, 1374]
header-rule — [23, 58, 1534, 60]
table-row — [225, 1981, 581, 2021]
ad-subtitle-2: मार्च 2026 के दौरान — [370, 1553, 434, 1563]
nigam-cell: 27/02/2026 को शाम 6.00 बजे तक — [1283, 1109, 1416, 1132]
tagline: सबसे भरोसेमंद हर शब्द — [44, 9, 94, 15]
nigam-header-cell: सामग्री का विवरण — [1087, 1064, 1191, 1087]
edition-date: इंदौर, शनिवार 14 फरवरी 2026 — [1314, 30, 1470, 45]
page-number: 04 — [1505, 16, 1541, 49]
table-row — [225, 1655, 581, 1696]
eauction-cell: 07412230060 — [522, 1614, 581, 1655]
eauction-cell: उप मुख्य सामग्री प्रबंधक - महालक्ष्मी — [410, 1940, 522, 1981]
eauction-cell: 07673223330 — [522, 1899, 581, 1940]
forest-cell: झाबुआ/ 07392-243316/ 9424792428 — [988, 1385, 1076, 1407]
eauction-cell: भावनगर — [368, 2021, 409, 2062]
ad-text: सर्व साधारण को सूचित किया जाता है कि पूर्व में मेरा नाम ARPIT KUMAR NEEMA (अर्पित कुमार नीमा) था, जिसे बदलकर मैंने अपना नाम ARPIT NEEMA (अर्पित नीमा) कर लिया है, अतः भविष्य में मुझे इसी नाम से जाना व पहचाना जावे। — [412, 1194, 577, 1256]
table-row — [225, 1696, 581, 1736]
nigam-sign-3: नगर पालिक निगम, इन्दौर — [1423, 1270, 1488, 1278]
eauction-cell: 16/03/2026 — [273, 1736, 320, 1777]
story-himalayan-text: इंदौर। बदलते फूड ट्रेंड्स के बीच शहर के होटल और रेस्तरां अब केवल व्यंजन परोसने तक सीमित नहीं रह गए हैं, बल्कि वे मेहमानों को सांस्कृतिक अनुभव देने की दिशा में भी कदम बढ़ा रहे हैं। इसी क्रम में शेरेटन ग्रैंड पैलेस इंदौर के एस कैफे में 'हिमालयन ब्रंच' चल रहा है, जो हिमालयी अंचलों की पारंपरिक खानपान शैली, पहाड़ी स्वाद और सांस्कृतिक वातावरण साथ प्रस्तुत कर रहा है। फरवरी के पहले रविवार से शुरू हुए यह विशेष ब्रंच पूरे माह के चारों रविवार को आयोजित की जा रही है। दोपहर 12:30 से 3:30 बजे तक मेहमानों को उत्तर भारत के पर्वतीय राज्यों के विशिष्ट स्वाद का अनुभव कराया जा रहा है। — [41, 1925, 215, 2111]
nigam-cell: 2026_UAD_482151_1 — [1008, 1132, 1087, 1155]
mprdc-cell: 11.72 — [1370, 1826, 1417, 1862]
sign-2: Debts Recovery Tribunal Jabalpur — [808, 1437, 962, 1446]
ad-subtitle: लिफ्टों की व्यवस्था — [280, 1384, 340, 1395]
mprdc-sign: प्रबंध संचालक — [1478, 2300, 1520, 2309]
nigam-sign-1: उपायुक्त — [1445, 1250, 1467, 1258]
eauction-cell: 26/03/2026 — [320, 1818, 368, 1859]
nigam-cell: 2. — [989, 1109, 1008, 1132]
forest-sign-1: वन मण्डलाधिकारी — [1433, 1621, 1479, 1629]
ad-sign: ARPIT NEEMA ADDRESS : 242, ANJANI NAGAR, 4 B.S.F. INDORE (M.P.) 452005 — [416, 1263, 573, 1299]
eauction-cell: वडोदरा — [368, 1655, 409, 1696]
nigam-cell: स्वास्थ्य विभाग हेतु ग्लव्ज फिनाईल, ड्रेस क्रय कार्य — [1087, 1109, 1191, 1132]
table-row — [225, 1859, 581, 1899]
